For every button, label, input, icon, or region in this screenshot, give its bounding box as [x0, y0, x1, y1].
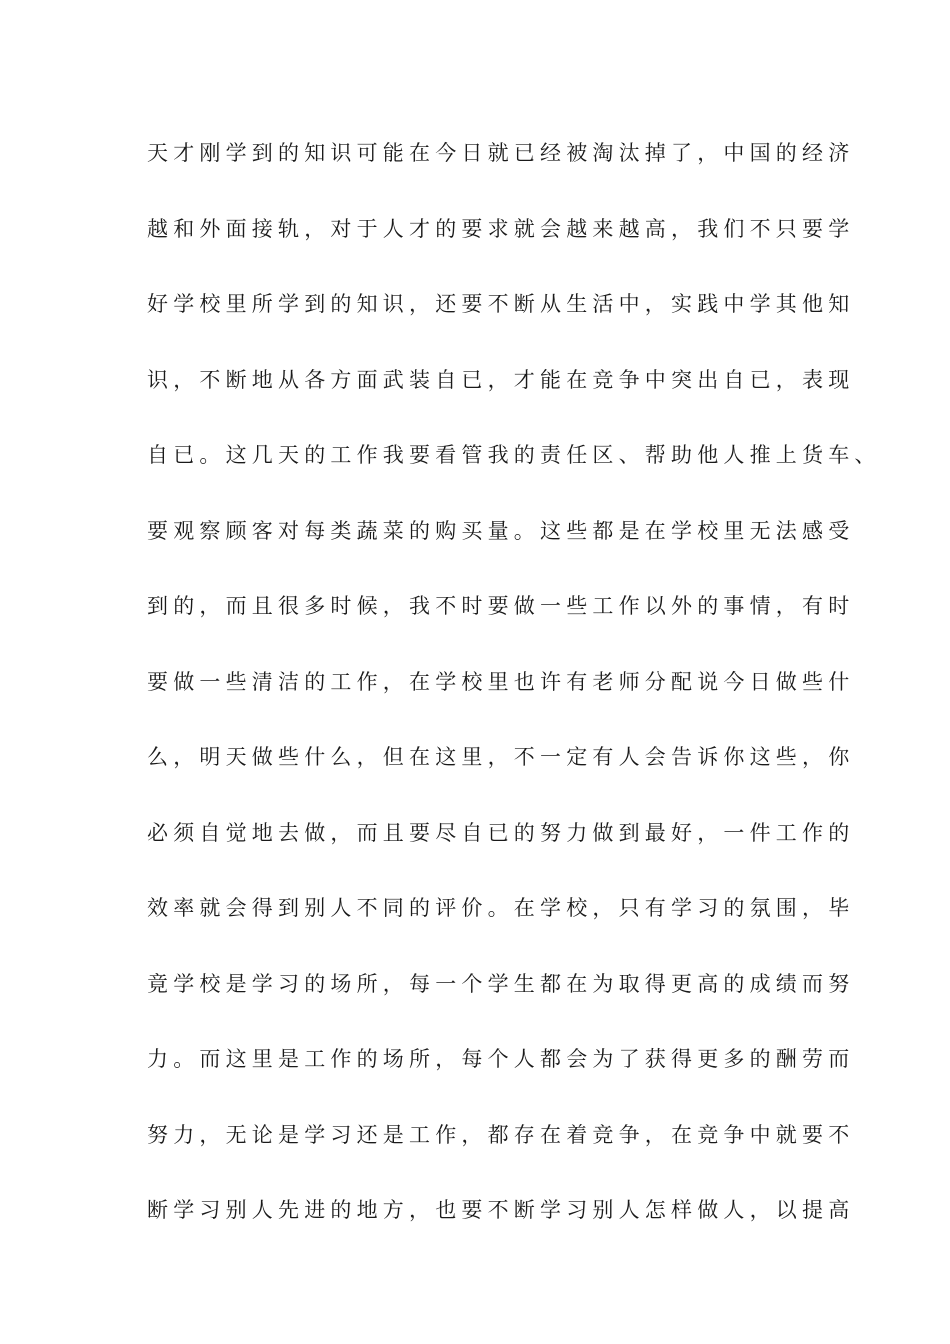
- text-line: 要观察顾客对每类蔬菜的购买量。这些都是在学校里无法感受: [147, 518, 855, 543]
- text-line: 好学校里所学到的知识，还要不断从生活中，实践中学其他知: [147, 292, 855, 316]
- text-line: 识，不断地从各方面武装自已，才能在竞争中突出自已，表现: [147, 367, 855, 392]
- text-line: 越和外面接轨，对于人才的要求就会越来越高，我们不只要学: [147, 216, 855, 241]
- text-line: 力。而这里是工作的场所，每个人都会为了获得更多的酬劳而: [147, 1047, 855, 1071]
- text-line: 要做一些清洁的工作，在学校里也许有老师分配说今日做些什: [147, 669, 855, 694]
- body-text: [147, 132, 881, 1265]
- text-line: 努力，无论是学习还是工作，都存在着竞争，在竞争中就要不: [147, 1122, 855, 1147]
- text-line: 自已。这几天的工作我要看管我的责任区、帮助他人推上货车、: [147, 443, 881, 467]
- text-line: 断学习别人先进的地方，也要不断学习别人怎样做人，以提高: [147, 1198, 855, 1222]
- text-line: 效率就会得到别人不同的评价。在学校，只有学习的氛围，毕: [147, 896, 855, 920]
- text-line: 么，明天做些什么，但在这里，不一定有人会告诉你这些，你: [147, 745, 855, 769]
- text-line: 必须自觉地去做，而且要尽自已的努力做到最好，一件工作的: [147, 820, 855, 845]
- text-line: 竟学校是学习的场所，每一个学生都在为取得更高的成绩而努: [147, 971, 855, 996]
- text-line: 天才刚学到的知识可能在今日就已经被淘汰掉了，中国的经济: [147, 141, 855, 165]
- text-line: 到的，而且很多时候，我不时要做一些工作以外的事情，有时: [147, 594, 855, 618]
